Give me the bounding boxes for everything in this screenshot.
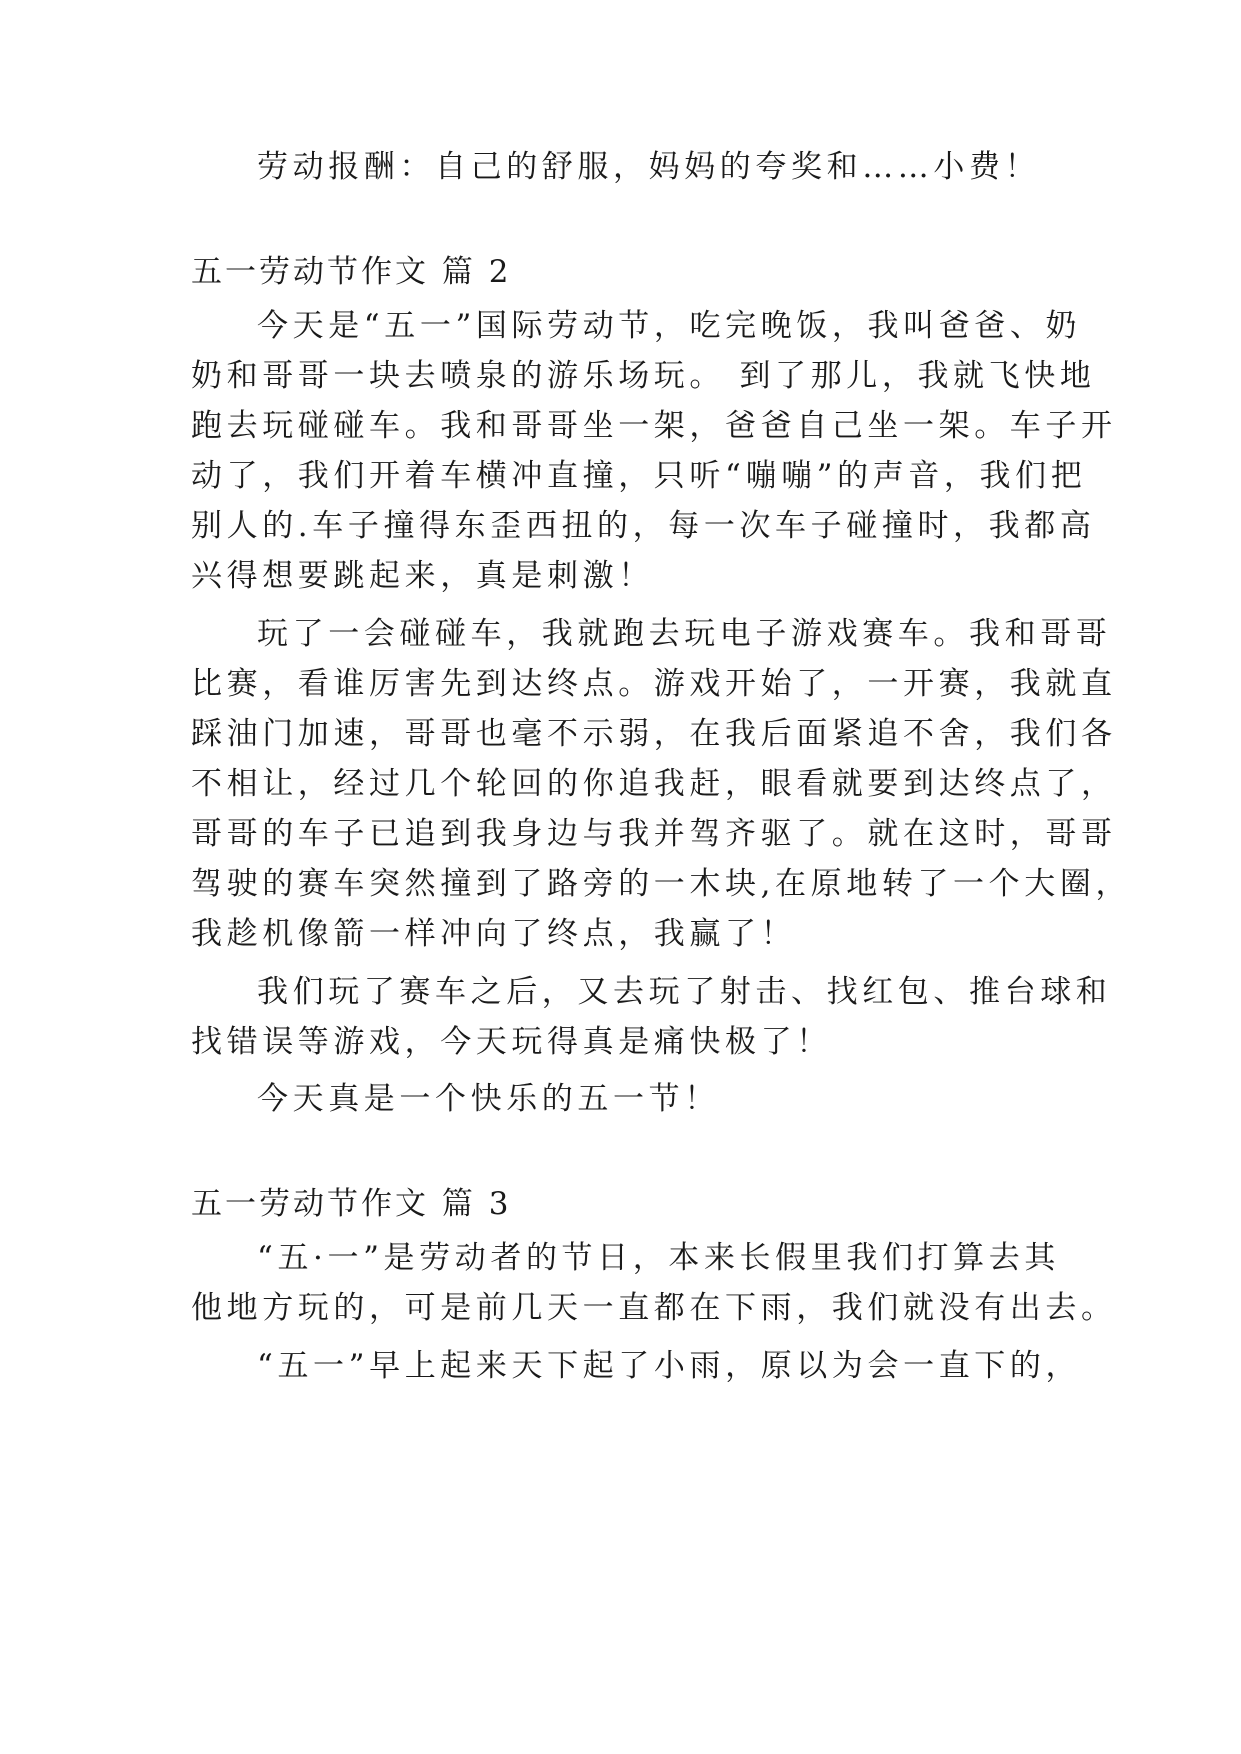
paragraph-line: 哥哥的车子已追到我身边与我并驾齐驱了。就在这时，哥哥 bbox=[191, 816, 1117, 852]
paragraph-line: “五一”早上起来天下起了小雨，原以为会一直下的， bbox=[257, 1348, 1082, 1384]
paragraph-line: 踩油门加速，哥哥也毫不示弱，在我后面紧追不舍，我们各 bbox=[191, 716, 1117, 752]
paragraph-line: 奶和哥哥一块去喷泉的游乐场玩。 到了那儿，我就飞快地 bbox=[191, 358, 1096, 394]
paragraph-line: 他地方玩的，可是前几天一直都在下雨，我们就没有出去。 bbox=[191, 1290, 1117, 1326]
paragraph-line: 不相让，经过几个轮回的你追我赶，眼看就要到达终点了， bbox=[191, 766, 1117, 802]
paragraph-line: 别人的.车子撞得东歪西扭的，每一次车子碰撞时，我都高 bbox=[191, 508, 1096, 544]
paragraph-line: 我趁机像箭一样冲向了终点，我赢了！ bbox=[191, 916, 797, 952]
paragraph-line: “五·一”是劳动者的节日，本来长假里我们打算去其 bbox=[257, 1240, 1060, 1276]
paragraph-line: 动了，我们开着车横冲直撞，只听“嘣嘣”的声音，我们把 bbox=[191, 458, 1087, 494]
paragraph-line: 今天是“五一”国际劳动节，吃完晚饭，我叫爸爸、奶 bbox=[257, 308, 1082, 344]
paragraph-line: 今天真是一个快乐的五一节！ bbox=[257, 1081, 720, 1117]
paragraph-line: 我们玩了赛车之后，又去玩了射击、找红包、推台球和 bbox=[257, 974, 1112, 1010]
essay-heading: 五一劳动节作文 篇 3 bbox=[191, 1186, 512, 1222]
essay-heading: 五一劳动节作文 篇 2 bbox=[191, 254, 512, 290]
paragraph-line: 驾驶的赛车突然撞到了路旁的一木块,在原地转了一个大圈， bbox=[191, 866, 1132, 902]
paragraph-line: 兴得想要跳起来，真是刺激！ bbox=[191, 558, 654, 594]
paragraph-line: 劳动报酬：自己的舒服，妈妈的夸奖和……小费！ bbox=[257, 149, 1041, 185]
paragraph-line: 比赛，看谁厉害先到达终点。游戏开始了，一开赛，我就直 bbox=[191, 666, 1117, 702]
paragraph-line: 玩了一会碰碰车，我就跑去玩电子游戏赛车。我和哥哥 bbox=[257, 616, 1112, 652]
paragraph-line: 找错误等游戏，今天玩得真是痛快极了！ bbox=[191, 1024, 832, 1060]
paragraph-line: 跑去玩碰碰车。我和哥哥坐一架，爸爸自己坐一架。车子开 bbox=[191, 408, 1117, 444]
